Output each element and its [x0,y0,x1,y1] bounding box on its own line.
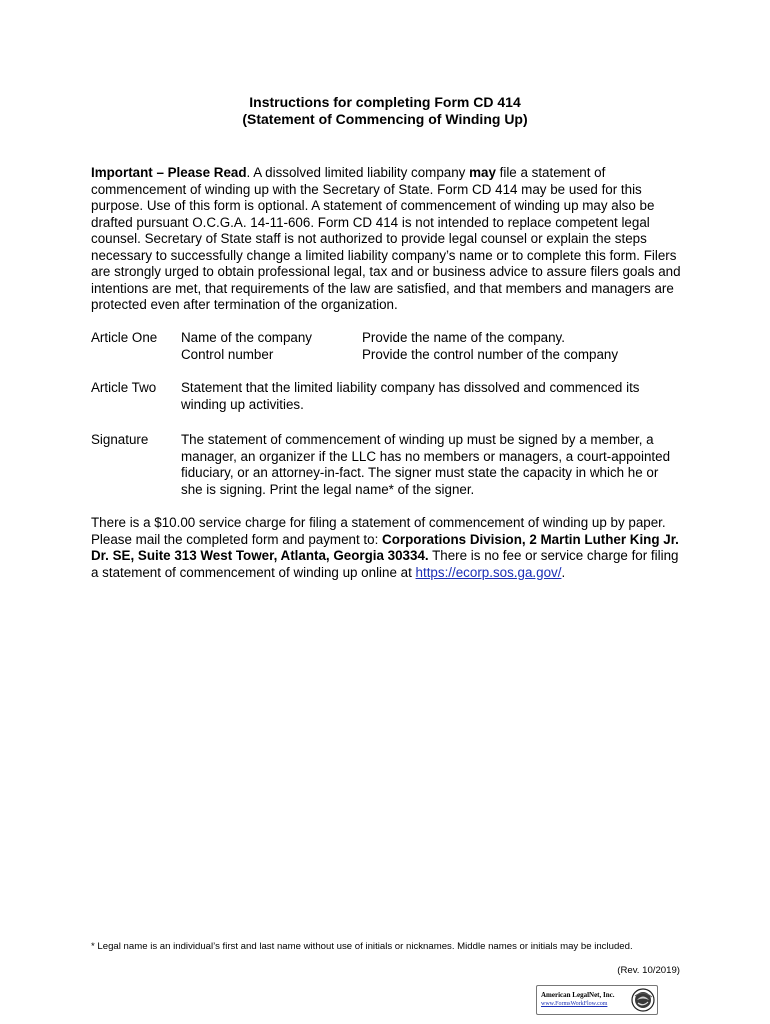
important-label: Important – Please Read [91,165,247,180]
ecorp-link[interactable]: https://ecorp.sos.ga.gov/ [415,564,562,580]
signature-label: Signature [91,432,149,447]
title-line-2: (Statement of Commencing of Winding Up) [242,111,528,127]
company-name-field-label: Name of the company [181,330,312,345]
article-two-label: Article Two [91,380,157,395]
control-number-field-label: Control number [181,346,274,362]
article-one-instructions [362,330,692,363]
legal-name-footnote: * Legal name is an individual’s first and last name without use of initials or nicknames. Middle names or initials may be included. [91,941,633,952]
publisher-url[interactable]: www.FormsWorkFlow.com [541,1001,608,1007]
mailing-address: Corporations Division, 2 Martin Luther King Jr. Dr. SE, Suite 313 West Tower, Atlanta, Georgia 30334. [91,531,679,563]
article-two-text: Statement that the limited liability company has dissolved and commenced its winding up activities. [181,380,640,412]
article-one-label: Article One [91,330,158,345]
control-number-instruction: Provide the control number of the company [362,346,619,362]
globe-logo-icon [631,988,655,1012]
intro-lead-text: . A dissolved limited liability company [246,165,470,180]
revision-date: (Rev. 10/2019) [617,965,680,976]
may-emphasis: may [469,165,496,180]
fee-text-1: There is a $10.00 service charge for filing a statement of commencement of winding up by paper. Please mail the completed form and payment to: [91,515,666,547]
signature-text: The statement of commencement of winding up must be signed by a member, a manager, an organizer if the LLC has no members or managers, a court-appointed fiduciary, or an attorney-in-fact. The signer must state the capacity in which he or she is signing. Print the legal name* of the signer. [181,432,671,497]
publisher-stamp [536,985,658,1015]
fee-end: . [561,564,566,580]
title-line-1: Instructions for completing Form CD 414 [249,94,521,110]
intro-body-text: file a statement of commencement of winding up with the Secretary of State. Form CD 414 may be used for this purpose. Use of this form is optional. A statement of commencement of winding up may also be drafted pursuant O.C.G.A. 14-11-606. Form CD 414 is not intended to replace competent legal counsel. Secretary of State staff is not authorized to provide legal counsel or explain the steps necessary to successfully change a limited liability company’s name or to complete this form. Filers are strongly urged to obtain professional legal, tax and or business advice to assure filers goals and intentions are met, that requirements of the law are satisfied, and that members and managers are protected even after termination of the organization. [91,165,681,312]
publisher-name: American LegalNet, Inc. [541,991,615,999]
page-title [0,94,770,128]
article-one-fields [181,330,361,363]
fee-paragraph [91,515,681,581]
company-name-instruction: Provide the name of the company. [362,330,565,345]
intro-paragraph [91,165,681,314]
fee-text-2: There is no fee or service charge for filing a statement of commencement of winding up online at [91,548,679,580]
